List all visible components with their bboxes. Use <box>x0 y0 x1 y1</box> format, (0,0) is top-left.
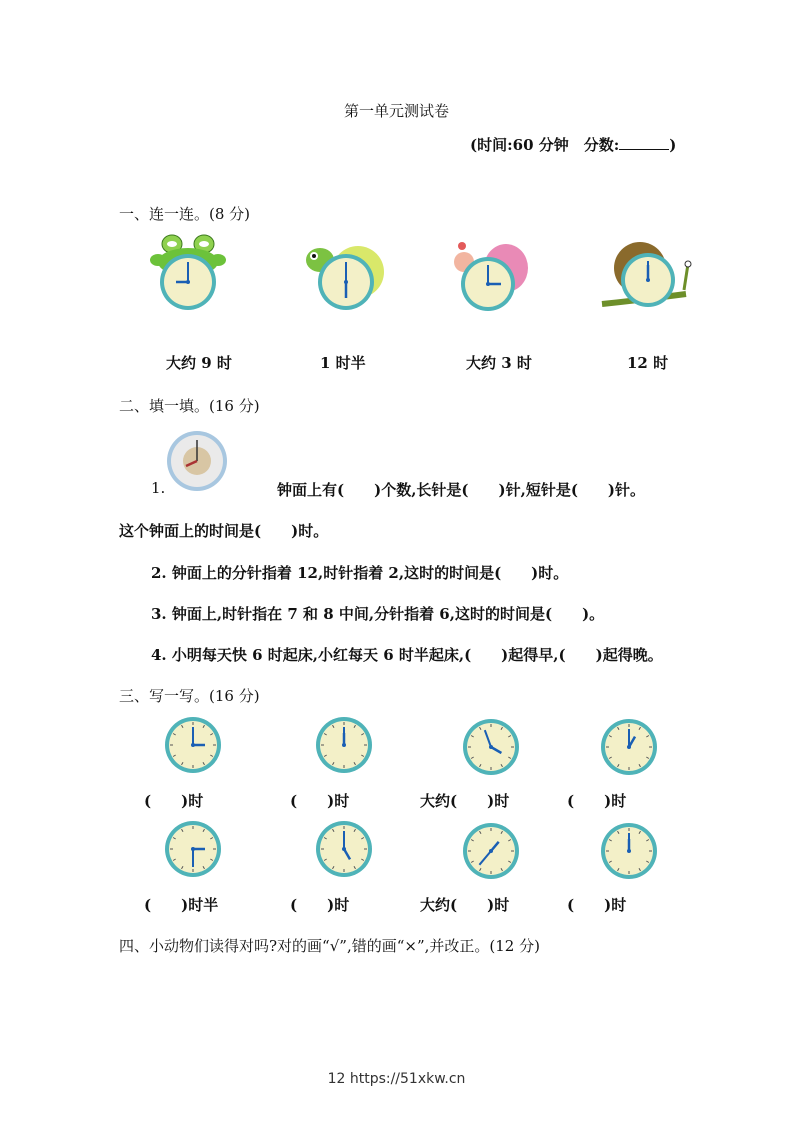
q3-text: 3. 钟面上,时针指在 7 和 8 中间,分针指着 6,这时的时间是( )。 <box>151 605 605 623</box>
section1-title: 一、连一连。(8 分) <box>119 205 251 223</box>
section2-title: 二、填一填。(16 分) <box>119 397 260 415</box>
row2-label-3: 大约( )时 <box>420 896 510 914</box>
label-1-half: 1 时半 <box>320 354 366 372</box>
page-footer: 12 https://51xkw.cn <box>327 1071 466 1087</box>
label-about-9: 大约 9 时 <box>166 354 232 372</box>
time-score-text: (时间:60 分钟 分数: <box>470 136 620 154</box>
frog-clock-icon <box>150 232 226 314</box>
q1-text: 钟面上有( )个数,长针是( )针,短针是( )针。 <box>277 481 646 499</box>
write-clock-icon-8 <box>600 822 658 880</box>
write-clock-icon-1 <box>164 716 222 774</box>
row1-label-3: 大约( )时 <box>420 792 510 810</box>
q2-text: 2. 钟面上的分针指着 12,时针指着 2,这时的时间是( )时。 <box>151 564 569 582</box>
photo-clock-icon <box>166 430 228 492</box>
q1-text-cont: 这个钟面上的时间是( )时。 <box>119 522 329 540</box>
row2-label-1: ( )时半 <box>144 896 219 914</box>
time-score-end: ) <box>669 136 677 154</box>
section4-title: 四、小动物们读得对吗?对的画“√”,错的画“×”,并改正。(12 分) <box>119 937 540 955</box>
page-title: 第一单元测试卷 <box>343 102 449 120</box>
row2-label-4: ( )时 <box>567 896 627 914</box>
row1-label-1: ( )时 <box>144 792 204 810</box>
section3-title: 三、写一写。(16 分) <box>119 687 260 705</box>
row2-label-2: ( )时 <box>290 896 350 914</box>
turtle-clock-icon <box>302 232 386 314</box>
write-clock-icon-4 <box>600 718 658 776</box>
row1-label-2: ( )时 <box>290 792 350 810</box>
write-clock-icon-5 <box>164 820 222 878</box>
write-clock-icon-3 <box>462 718 520 776</box>
label-about-3: 大约 3 时 <box>466 354 532 372</box>
snail-brown-clock-icon <box>600 238 696 314</box>
write-clock-icon-7 <box>462 822 520 880</box>
score-blank <box>619 135 669 150</box>
write-clock-icon-2 <box>315 716 373 774</box>
q4-text: 4. 小明每天快 6 时起床,小红每天 6 时半起床,( )起得早,( )起得晚。 <box>151 646 663 664</box>
q1-number: 1. <box>151 479 166 497</box>
snail-pink-clock-icon <box>448 236 530 316</box>
write-clock-icon-6 <box>315 820 373 878</box>
label-12: 12 时 <box>627 354 669 372</box>
time-score-info <box>470 134 676 155</box>
row1-label-4: ( )时 <box>567 792 627 810</box>
